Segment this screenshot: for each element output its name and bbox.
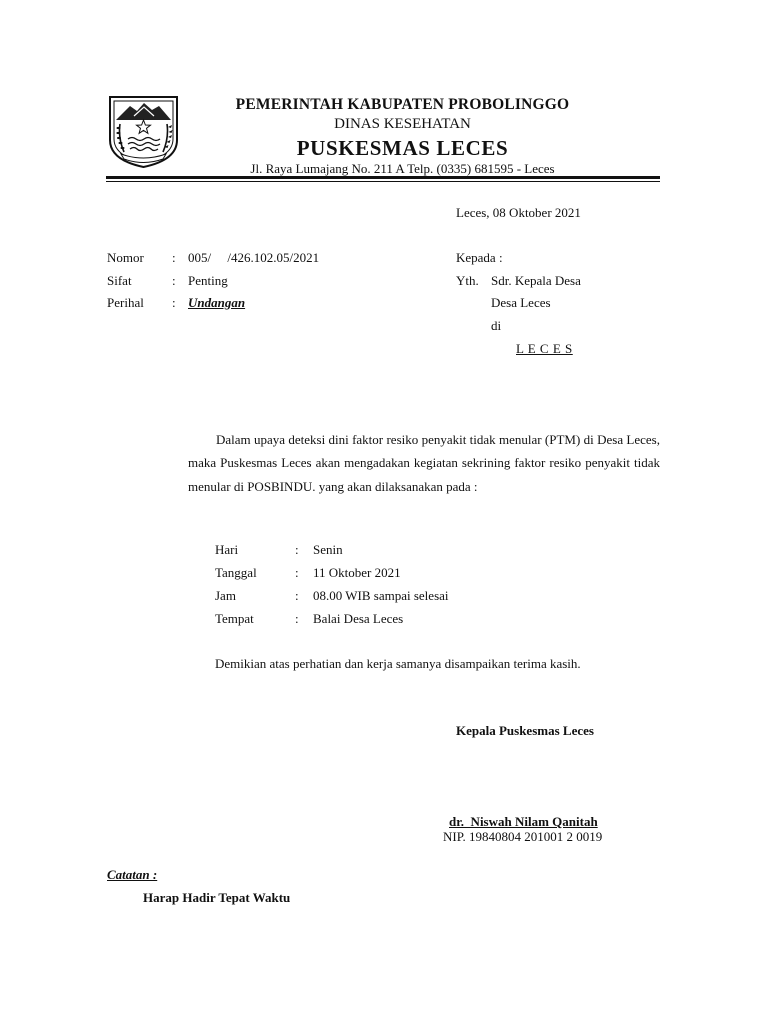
schedule-colon: : — [295, 542, 299, 557]
recipient-line1: Sdr. Kepala Desa — [491, 273, 581, 288]
schedule-colon: : — [295, 565, 299, 580]
letterhead-divider-thick — [106, 176, 660, 179]
schedule-label-tanggal: Tanggal — [215, 565, 257, 580]
sifat-colon: : — [172, 273, 176, 288]
recipient-line2: Desa Leces — [491, 295, 551, 310]
schedule-value-jam: 08.00 WIB sampai selesai — [313, 588, 449, 603]
schedule-label-tempat: Tempat — [215, 611, 254, 626]
body-paragraph: Dalam upaya deteksi dini faktor resiko penyakit tidak menular (PTM) di Desa Leces, maka Puskesmas Leces akan mengadakan kegiatan sekrining faktor resiko penyakit tidak menular di POSBINDU. yang akan dilaksanakan pada : — [188, 432, 660, 494]
perihal-colon: : — [172, 295, 176, 310]
signature-position: Kepala Puskesmas Leces — [456, 723, 594, 738]
letterhead-department: DINAS KESEHATAN — [334, 116, 471, 132]
letterhead-divider-thin — [106, 181, 660, 182]
nomor-value: 005/ /426.102.05/2021 — [188, 250, 320, 265]
note-text: Harap Hadir Tepat Waktu — [143, 890, 291, 905]
schedule-label-jam: Jam — [215, 588, 236, 603]
note-label: Catatan : — [107, 867, 158, 882]
letterhead-institution: PUSKESMAS LECES — [296, 136, 509, 160]
schedule-value-tempat: Balai Desa Leces — [313, 611, 404, 626]
letter-date: Leces, 08 Oktober 2021 — [456, 205, 581, 220]
perihal-value: Undangan — [188, 295, 246, 310]
sifat-value: Penting — [188, 273, 228, 288]
sifat-label: Sifat — [107, 273, 132, 288]
nomor-label: Nomor — [107, 250, 144, 265]
closing-sentence: Demikian atas perhatian dan kerja samanya disampaikan terima kasih. — [215, 656, 581, 671]
signature-name: dr. Niswah Nilam Qanitah — [449, 814, 598, 829]
letterhead-address: Jl. Raya Lumajang No. 211 A Telp. (0335) 681595 - Leces — [250, 161, 555, 176]
recipient-yth: Yth. — [456, 273, 479, 288]
recipient-city: L E C E S — [516, 341, 573, 356]
letterhead-government: PEMERINTAH KABUPATEN PROBOLINGGO — [235, 96, 570, 113]
schedule-value-hari: Senin — [313, 542, 343, 557]
schedule-colon: : — [295, 588, 299, 603]
schedule-label-hari: Hari — [215, 542, 239, 557]
perihal-label: Perihal — [107, 295, 144, 310]
schedule-colon: : — [295, 611, 299, 626]
signature-nip: NIP. 19840804 201001 2 0019 — [443, 829, 603, 844]
nomor-colon: : — [172, 250, 176, 265]
recipient-line3: di — [491, 318, 502, 333]
recipient-kepada: Kepada : — [456, 250, 503, 265]
schedule-value-tanggal: 11 Oktober 2021 — [313, 565, 401, 580]
